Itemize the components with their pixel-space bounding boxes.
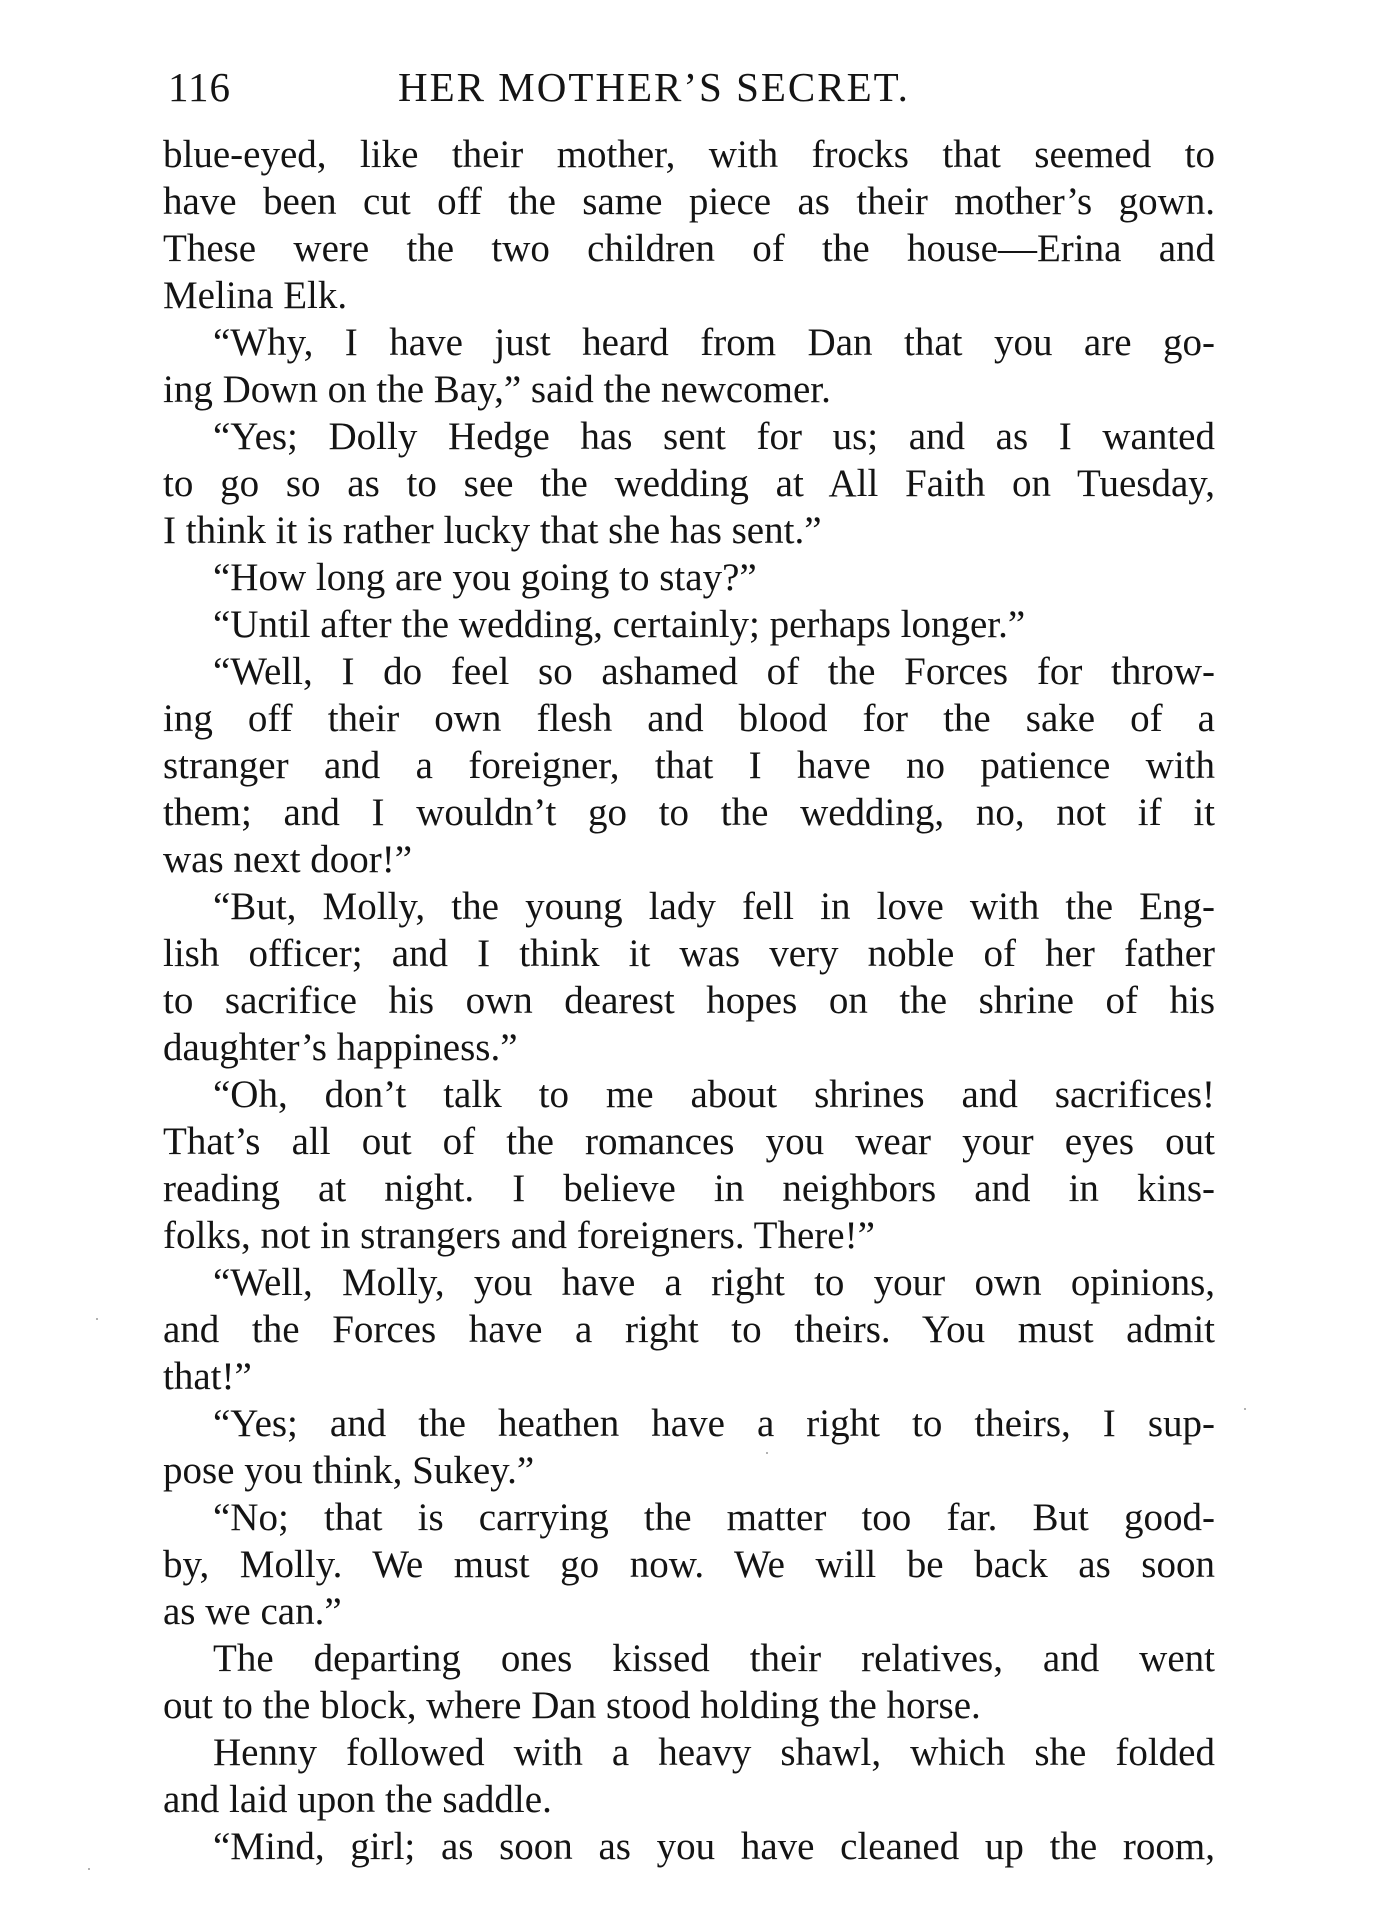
body-text (163, 131, 1215, 1870)
text-line: “No; that is carrying the matter too far. But good- (213, 1496, 1215, 1539)
text-line: stranger and a foreigner, that I have no patience with (163, 744, 1215, 787)
text-line: “Why, I have just heard from Dan that you are go- (213, 321, 1215, 364)
paper-speck (766, 1452, 768, 1454)
text-line: reading at night. I believe in neighbors and in kins- (163, 1167, 1215, 1210)
text-line: to sacrifice his own dearest hopes on the shrine of his (163, 979, 1215, 1022)
text-line: The departing ones kissed their relatives, and went (213, 1637, 1215, 1680)
text-line: “Well, Molly, you have a right to your own opinions, (213, 1261, 1215, 1304)
text-line: out to the block, where Dan stood holding the horse. (163, 1684, 981, 1727)
text-line: blue-eyed, like their mother, with frocks that seemed to (163, 133, 1215, 176)
text-line: “Yes; and the heathen have a right to theirs, I sup- (213, 1402, 1215, 1445)
text-line: pose you think, Sukey.” (163, 1449, 535, 1492)
text-line: and the Forces have a right to theirs. You must admit (163, 1308, 1215, 1351)
text-line: “Yes; Dolly Hedge has sent for us; and as I wanted (213, 415, 1215, 458)
paper-speck (1244, 1408, 1246, 1410)
page-number: 116 (168, 64, 231, 110)
text-line: them; and I wouldn’t go to the wedding, no, not if it (163, 791, 1215, 834)
text-line: “Mind, girl; as soon as you have cleaned up the room, (213, 1825, 1215, 1868)
text-line: that!” (163, 1355, 252, 1398)
text-line: by, Molly. We must go now. We will be back as soon (163, 1543, 1215, 1586)
text-line: folks, not in strangers and foreigners. There!” (163, 1214, 875, 1257)
text-line: “Oh, don’t talk to me about shrines and sacrifices! (213, 1073, 1215, 1116)
text-line: and laid upon the saddle. (163, 1778, 552, 1821)
text-line: was next door!” (163, 838, 413, 881)
text-line: “How long are you going to stay?” (213, 556, 757, 599)
page-header (168, 52, 1218, 122)
text-line: lish officer; and I think it was very noble of her father (163, 932, 1215, 975)
text-line: to go so as to see the wedding at All Faith on Tuesday, (163, 462, 1215, 505)
text-line: “Well, I do feel so ashamed of the Forces for throw- (213, 650, 1215, 693)
text-line: as we can.” (163, 1590, 342, 1633)
paper-speck (96, 1318, 98, 1320)
text-line: These were the two children of the house—Erina and (163, 227, 1215, 270)
text-line: That’s all out of the romances you wear your eyes out (163, 1120, 1215, 1163)
text-line: Melina Elk. (163, 274, 348, 317)
text-line: I think it is rather lucky that she has sent.” (163, 509, 822, 552)
text-line: “Until after the wedding, certainly; perhaps longer.” (213, 603, 1026, 646)
text-line: ing off their own flesh and blood for the sake of a (163, 697, 1215, 740)
text-line: Henny followed with a heavy shawl, which she folded (213, 1731, 1215, 1774)
text-line: ing Down on the Bay,” said the newcomer. (163, 368, 831, 411)
text-line: “But, Molly, the young lady fell in love with the Eng- (213, 885, 1215, 928)
text-line: daughter’s happiness.” (163, 1026, 518, 1069)
running-title: HER MOTHER’S SECRET. (398, 64, 910, 110)
text-line: have been cut off the same piece as their mother’s gown. (163, 180, 1215, 223)
paper-speck (88, 1868, 90, 1870)
